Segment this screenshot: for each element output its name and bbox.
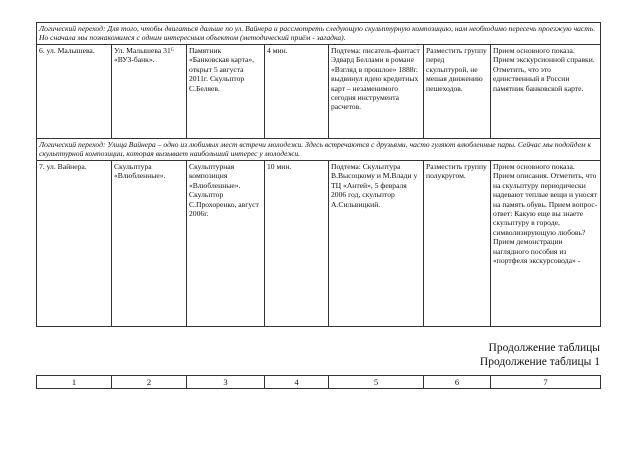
row7-placement: Разместить группу полукругом. (424, 161, 491, 327)
row6-methods: Прием основного показа. Прием экскурсионной справки. Отметить, что это единственный в России памятник банковской карте. (491, 45, 601, 139)
row7-duration: 10 мин. (265, 161, 329, 327)
column-number-row (37, 376, 601, 389)
row6-placement: Разместить группу перед скульптурой, не мешая движению пешеходов. (424, 45, 491, 139)
table-row (37, 161, 601, 327)
row6-duration: 4 мин. (265, 45, 329, 139)
logic-transition-row (37, 23, 601, 45)
row7-description: Скульптурная композиция «Влюбленные». Скульптор С.Прохоренко, август 2006г. (187, 161, 265, 327)
logic-transition-row (37, 139, 601, 161)
column-number: 4 (265, 376, 329, 389)
column-number: 5 (329, 376, 424, 389)
column-number: 2 (112, 376, 187, 389)
continuation-label: Продолжение таблицы (488, 342, 600, 354)
row6-subtopic: Подтема: писатель-фантаст Эдвард Беллами в романе «Взгляд в прошлое» 1888г. выдвинул идею кредитных карт – незаменимого сегодня инструмента расчетов. (329, 45, 424, 139)
column-number: 3 (187, 376, 265, 389)
row6-location: 6. ул. Малышева. (37, 45, 112, 139)
continuation-label-numbered: Продолжение таблицы 1 (479, 356, 600, 368)
logic-transition-1: Логический переход: Для того, чтобы двигаться дальше по ул. Вайнера и рассмотреть следующую скульптурную композицию, нам необходимо пересечь проезжую часть. Но сначала мы познакомимся с одним интересным объектом (методический приём - загадка). (37, 23, 601, 45)
column-number: 6 (424, 376, 491, 389)
column-number-header (36, 375, 601, 389)
row7-methods: Прием основного показа. Прием описания. Отметить, что на скульптуру периодически надевают теплые вещи и уносят на память обувь. Прием вопрос-ответ: Какую еще вы знаете скульптуру в городе, символизирующую любовь? Прием демонстрации наглядного пособия из «портфеля экскурсовода» - (491, 161, 601, 327)
excursion-table (36, 22, 601, 327)
row7-location: 7. ул. Вайнера. (37, 161, 112, 327)
row7-object: Скульптура «Влюбленные». (112, 161, 187, 327)
column-number: 7 (491, 376, 601, 389)
row6-object: Ул. Малышева 31ᴳ «ВУЗ-банк». (112, 45, 187, 139)
row7-subtopic: Подтема: Скульптура В.Высоцкому и М.Влади у ТЦ «Антей», 5 февраля 2006 год, скульптор А.Сильвицкий. (329, 161, 424, 327)
column-number: 1 (37, 376, 112, 389)
logic-transition-2: Логический переход: Улица Вайнера – одно из любимых мест встречи молодежи. Здесь встречаются с друзьями, часто гуляют влюбленные пары. Сейчас мы подойдем к скульптурной композиции, которая вызывает наибольший интерес у молодежи. (37, 139, 601, 161)
row6-description: Памятник «Банковская карта», открыт 5 августа 2011г. Скульптор С.Беляев. (187, 45, 265, 139)
table-row (37, 45, 601, 139)
